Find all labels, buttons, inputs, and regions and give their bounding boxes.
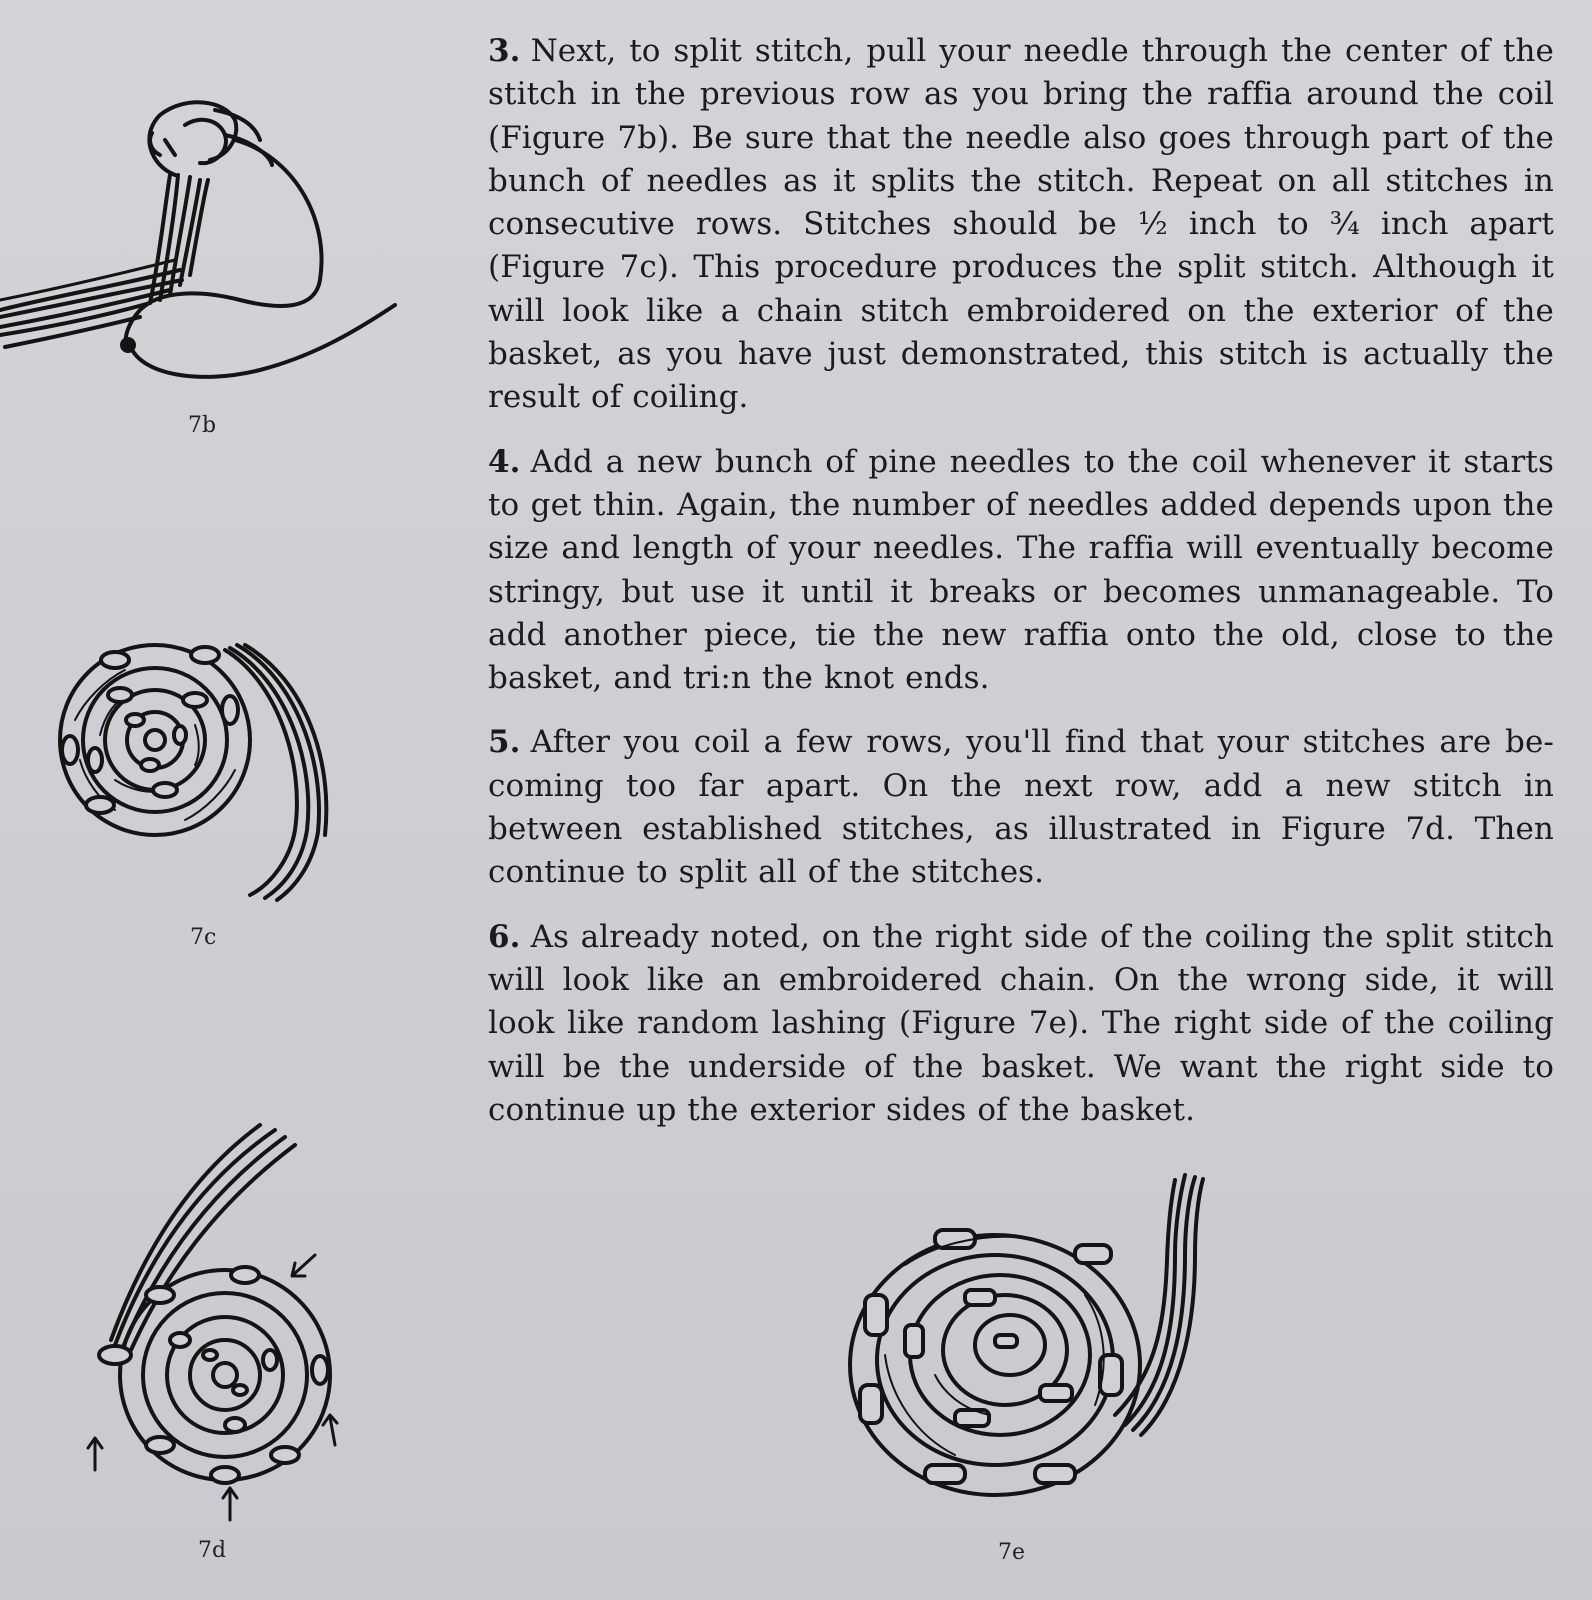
step-text: Next, to split stitch, pull your needle through the center of the stitch in the previous row as you bring the raffia around the coil (Figure 7b). Be sure that the needle also goes through part of the bunch of needles as it splits the stitch. Repeat on all stitches in consecutive rows. Stitches should be ½ inch to ¾ inch apart (Figure 7c). This procedure produces the split stitch. Although it will look like a chain stitch embroidered on the exterior of the basket, as you have just demonstrated, this stitch is actually the result of coiling. (488, 33, 1554, 416)
step-text: After you coil a few rows, you'll find that your stitches are be-coming too far apart. On the next row, add a new stitch in between established stitches, as illustrated in Figure 7d. Then continue to split all of the stitches. (488, 724, 1554, 891)
step-number: 4. (488, 443, 521, 480)
figure-7c-caption: 7c (190, 925, 217, 950)
figure-7d-caption: 7d (198, 1538, 227, 1563)
step-5-paragraph (488, 721, 1554, 894)
figure-7b (0, 95, 420, 395)
step-4-paragraph (488, 441, 1554, 701)
split-stitch-coil-icon (55, 640, 325, 910)
figure-7e (845, 1175, 1215, 1515)
figure-7b-caption: 7b (188, 413, 217, 438)
step-number: 6. (488, 918, 521, 955)
figure-7e-caption: 7e (998, 1540, 1026, 1565)
step-text: Add a new bunch of pine needles to the coil whenever it starts to get thin. Again, the number of needles added depends upon the size and length of your needles. The raffia will eventually become stringy, but use it until it breaks or becomes unmanageable. To add another piece, tie the new raffia onto the old, close to the basket, and tri:n the knot ends. (488, 443, 1554, 697)
random-lashing-coil-icon (845, 1175, 1215, 1515)
step-number: 5. (488, 724, 521, 761)
step-6-paragraph (488, 916, 1554, 1132)
added-stitches-coil-icon (85, 1125, 345, 1525)
needle-raffia-coil-icon (0, 95, 420, 395)
step-number: 3. (488, 33, 521, 69)
instruction-text-column (488, 30, 1554, 1153)
step-3-paragraph (488, 30, 1554, 420)
step-text: As already noted, on the right side of the coiling the split stitch will look like an embroidered chain. On the wrong side, it will look like random lashing (Figure 7e). The right side of the coiling will be the underside of the basket. We want the right side to continue up the exterior sides of the basket. (488, 918, 1554, 1128)
figure-7c (55, 640, 325, 910)
figure-7d (85, 1125, 345, 1525)
